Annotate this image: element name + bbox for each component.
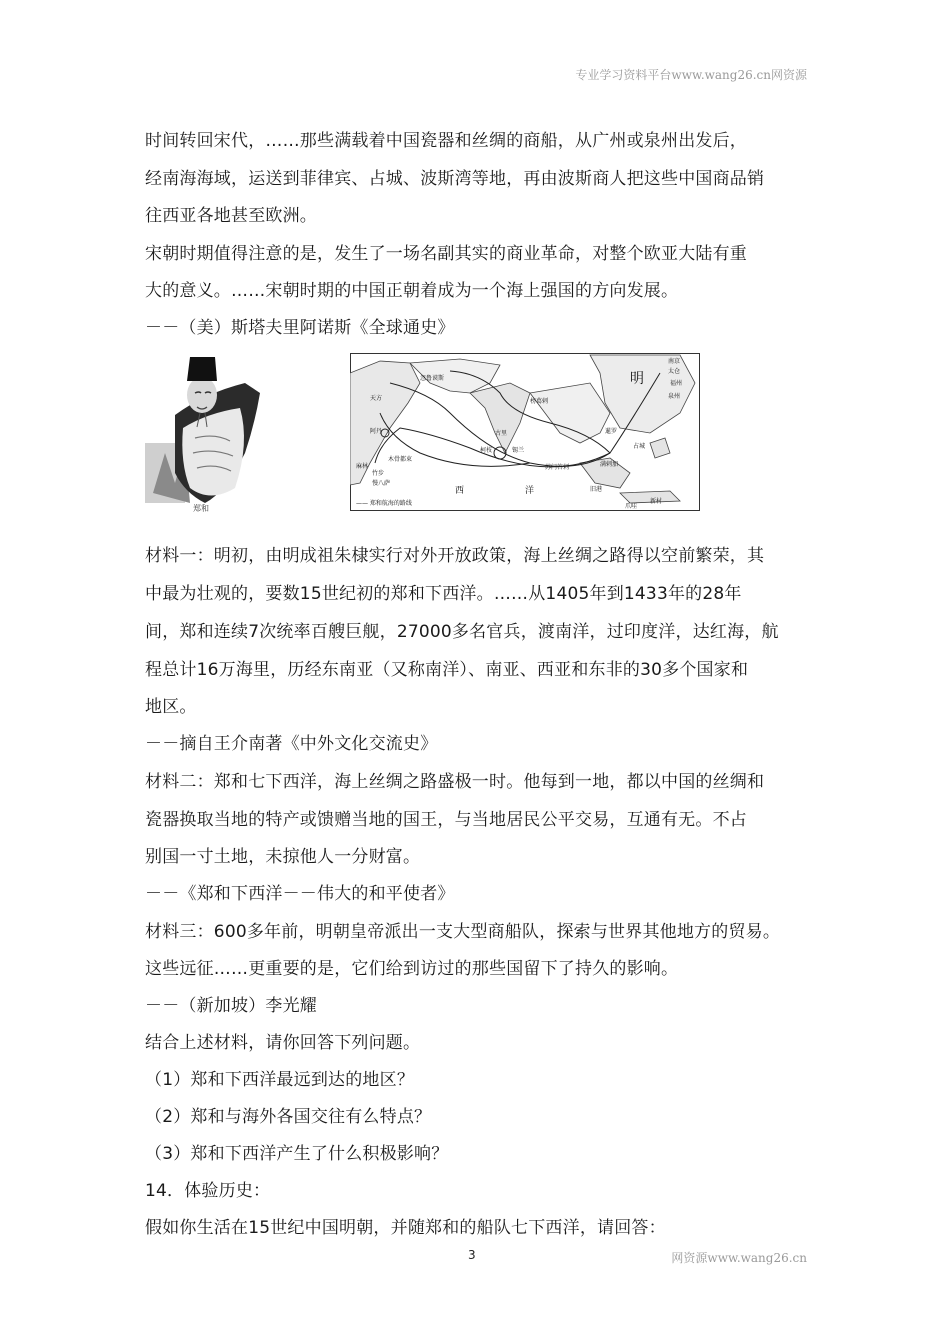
map-label-adan: 阿丹: [370, 428, 383, 435]
paragraph-line: 瓷器换取当地的特产或馈赠当地的国王，与当地居民公平交易，互通有无。不占: [145, 810, 747, 830]
map-label-ming: 明: [630, 371, 644, 387]
portrait-caption: 郑和: [193, 504, 209, 513]
map-label-mengjiala: 榜葛剌: [530, 398, 549, 405]
paragraph-line: 宋朝时期值得注意的是，发生了一场名副其实的商业革命，对整个欧亚大陆有重: [145, 244, 747, 264]
map-label-quanzhou: 泉州: [668, 393, 681, 400]
map-label-xi: 西: [455, 486, 465, 496]
page-footer: 网资源www.wang26.cn: [671, 1251, 807, 1265]
paragraph-line: 材料二：郑和七下西洋，海上丝绸之路盛极一时。他每到一地，都以中国的丝绸和: [145, 772, 765, 792]
paragraph-line: 这些远征……更重要的是，它们给到访过的那些国留下了持久的影响。: [145, 959, 679, 979]
map-label-manbasa: 慢八萨: [372, 480, 391, 487]
map-legend: —— 郑和航海的路线: [356, 500, 412, 507]
question-heading: 14．体验历史：: [145, 1181, 271, 1201]
map-label-nanjing: 南京: [668, 358, 681, 365]
map-label-xianluo: 暹罗: [605, 428, 618, 435]
map-label-hulumosi: 忽鲁谟斯: [420, 375, 445, 382]
paragraph-line: 大的意义。……宋朝时期的中国正朝着成为一个海上强国的方向发展。: [145, 281, 679, 301]
question-item: （3）郑和下西洋产生了什么积极影响？: [145, 1144, 449, 1164]
question-item: （2）郑和与海外各国交往有么特点？: [145, 1107, 432, 1127]
citation-line: －－（美）斯塔夫里阿诺斯《全球通史》: [145, 318, 455, 338]
citation-line: －－摘自王介南著《中外文化交流史》: [145, 734, 438, 754]
map-label-fuzhou: 福州: [670, 380, 683, 387]
paragraph-line: 材料一：明初，由明成祖朱棣实行对外开放政策，海上丝绸之路得以空前繁荣，其: [145, 546, 765, 566]
paragraph-line: 材料三：600多年前，明朝皇帝派出一支大型商船队，探索与世界其他地方的贸易。: [145, 922, 781, 942]
document-body: [145, 122, 810, 1247]
paragraph-line: 时间转回宋代，……那些满载着中国瓷器和丝绸的商船，从广州或泉州出发后，: [145, 131, 747, 151]
map-label-jiuguan: 旧港: [590, 486, 603, 493]
figure-zhenghe: [145, 353, 701, 517]
paragraph-line: 别国一寸土地，未掠他人一分财富。: [145, 847, 421, 867]
map-label-malindi: 麻林: [356, 463, 369, 470]
map-label-zhaowa: 爪哇: [625, 503, 638, 510]
page-header: 专业学习资料平台www.wang26.cn网资源: [575, 68, 807, 82]
citation-line: －－《郑和下西洋－－伟大的和平使者》: [145, 884, 455, 904]
voyage-map: [350, 353, 700, 511]
map-label-manlajia: 满剌加: [600, 461, 619, 468]
map-label-yang: 洋: [525, 486, 535, 496]
paragraph-line: 中最为壮观的，要数15世纪初的郑和下西洋。……从1405年到1433年的28年: [145, 584, 742, 604]
paragraph-line: 假如你生活在15世纪中国明朝，并随郑和的船队七下西洋，请回答：: [145, 1218, 666, 1238]
map-label-mogadishu: 木骨都束: [388, 456, 413, 463]
citation-line: －－（新加坡）李光耀: [145, 996, 317, 1016]
question-item: （1）郑和下西洋最远到达的地区？: [145, 1070, 415, 1090]
map-label-kezhi: 柯枝: [480, 447, 493, 454]
map-label-tianfang: 天方: [370, 395, 383, 402]
paragraph-line: 间，郑和连续7次统率百艘巨舰，27000多名官兵，渡南洋，过印度洋，达红海，航: [145, 622, 779, 642]
paragraph-line: 程总计16万海里，历经东南亚（又称南洋）、南亚、西亚和东非的30多个国家和: [145, 660, 749, 680]
map-label-zhancheng: 占城: [633, 443, 646, 450]
map-label-zhubu: 竹步: [372, 470, 385, 477]
paragraph-line: 往西亚各地甚至欧洲。: [145, 206, 317, 226]
page-number: 3: [468, 1248, 476, 1262]
map-label-sumendala: 苏门答剌: [545, 464, 570, 471]
map-label-xilan: 锡兰: [512, 447, 525, 454]
question-intro: 结合上述材料，请你回答下列问题。: [145, 1033, 421, 1053]
zhenghe-portrait: [145, 353, 268, 517]
paragraph-line: 经南海海域，运送到菲律宾、占城、波斯湾等地，再由波斯商人把这些中国商品销: [145, 169, 765, 189]
map-label-taicang: 太仓: [668, 368, 681, 375]
map-label-xincun: 新村: [650, 498, 663, 505]
paragraph-line: 地区。: [145, 697, 197, 717]
map-label-guli: 古里: [495, 430, 508, 437]
